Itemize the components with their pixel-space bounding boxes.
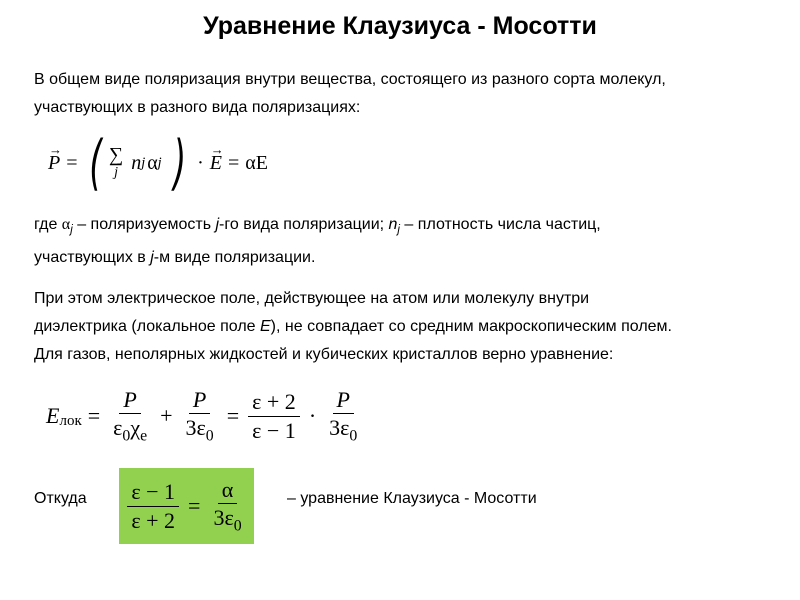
- eq1-n-sub: j: [141, 154, 146, 171]
- cm-equals: =: [188, 493, 201, 518]
- eq1-alpha-sub: j: [157, 154, 162, 171]
- equation-polarization: [48, 130, 268, 196]
- eq1-dot: ·: [197, 151, 204, 174]
- eq1-sum-symbol: ∑: [108, 144, 124, 166]
- local-field-paragraph: [34, 285, 774, 369]
- eq1-equals: =: [66, 151, 78, 174]
- intro-paragraph: [34, 66, 774, 122]
- eq1-right-paren: ): [172, 128, 186, 198]
- eq1-n: n: [131, 151, 142, 174]
- equation-local-field: [46, 384, 364, 448]
- eq2-E: E: [46, 403, 60, 428]
- where-line-2: участвующих в j-м виде поляризации.: [34, 249, 316, 267]
- eq2-frac-2: $\frac{P}{3\varepsilon_0}$: [185, 386, 214, 445]
- eq2-plus: +: [160, 403, 173, 428]
- cm-frac-right: $\frac{\alpha}{3\varepsilon_0}$: [213, 476, 242, 535]
- eq2-frac-1: $\frac{P}{\varepsilon_0\chi_е}$: [113, 386, 148, 445]
- where-line-1: где $\alpha_j$ – поляризуемость j-го вида поляризации; $n_j$ – плотность числа частиц,: [34, 216, 601, 237]
- eq2-dot: ·: [308, 403, 317, 428]
- eq1-sum-block: [109, 145, 123, 181]
- eq2-frac-4: $\frac{P}{3\varepsilon_0}$: [329, 386, 358, 445]
- otkuda-label: Откуда: [34, 490, 87, 507]
- eq1-equals-2: =: [227, 151, 240, 174]
- cm-frac-left: $\frac{\varepsilon - 1}{\varepsilon + 2}$: [127, 478, 179, 534]
- eq2-E-sub: лок: [59, 412, 82, 429]
- local-field-line-2: диэлектрика (локальное поле E), не совпадает со средним макроскопическим полем.: [34, 318, 672, 335]
- intro-line-2: участвующих в разного вида поляризациях:: [34, 99, 361, 116]
- eq1-vector-P: → P: [48, 152, 60, 175]
- where-paragraph: [34, 211, 774, 272]
- clausius-mossotti-equation-box: [119, 468, 254, 544]
- eq1-left-paren: (: [88, 128, 102, 198]
- eq1-alpha: α: [147, 151, 158, 174]
- eq1-sum-index: j: [114, 165, 118, 180]
- local-field-line-1: При этом электрическое поле, действующее на атом или молекулу внутри: [34, 290, 590, 307]
- local-field-line-3: Для газов, неполярных жидкостей и кубических кристаллов верно уравнение:: [34, 346, 614, 363]
- eq1-vector-E: → E: [210, 152, 222, 175]
- eq1-alphaE: αE: [245, 151, 268, 174]
- slide-title: Уравнение Клаузиуса - Мосотти: [203, 12, 597, 40]
- equation-clausius-mossotti: [124, 476, 248, 537]
- eq2-frac-3: $\frac{\varepsilon + 2}{\varepsilon - 1}$: [248, 388, 300, 444]
- clausius-mossotti-label: – уравнение Клаузиуса - Мосотти: [287, 490, 537, 507]
- intro-line-1: В общем виде поляризация внутри вещества, состоящего из разного сорта молекул,: [34, 71, 666, 88]
- eq2-equals-2: =: [226, 403, 240, 428]
- eq2-equals: =: [87, 403, 101, 428]
- where-alpha: α: [61, 216, 71, 233]
